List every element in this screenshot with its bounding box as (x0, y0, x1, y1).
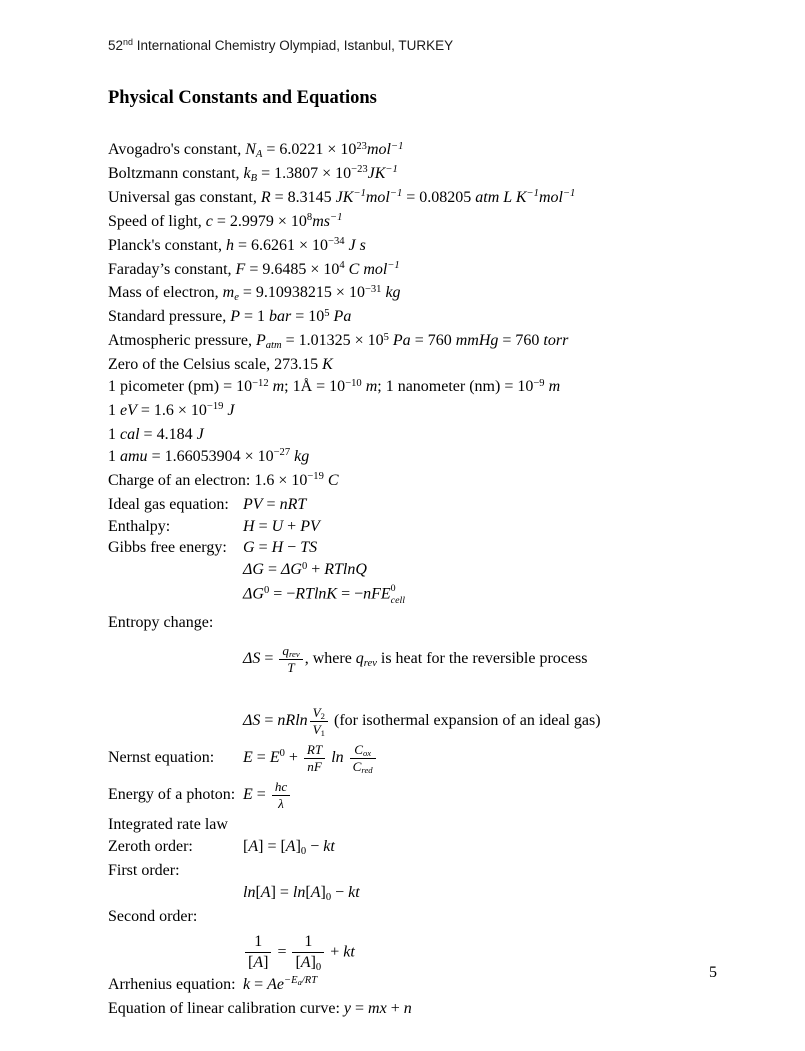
fraction: $\frac{1}{[A]}$ (245, 933, 271, 973)
equation: G = H − TS (243, 539, 318, 557)
label-integrated-rate-law: Integrated rate law (108, 816, 228, 834)
page-title: Physical Constants and Equations (108, 88, 377, 108)
constant-atmospheric-pressure: Atmospheric pressure, Patm = $1.01325 \times 10^5$ Pa = 760 mmHg = 760 torr (108, 331, 569, 352)
constant-standard-pressure: Standard pressure, P = 1 bar = $10^5$ Pa (108, 307, 352, 326)
equation: $E = E^0$ + $\frac{RT}{nF}$ ln $\frac{\text{Cox}}{\text{Cred}}$ (243, 741, 378, 776)
page-number: 5 (709, 964, 717, 981)
equation-zeroth-order (108, 836, 727, 860)
equation: PV = nRT (243, 495, 307, 513)
equation-nernst (108, 741, 727, 776)
fraction: $\frac{\text{Cox}}{\text{Cred}}$ (350, 742, 376, 775)
equation-gibbs (108, 537, 727, 559)
equation-entropy-isothermal: ΔS = nRln $\frac{V2}{V1}$ (for isothermal expansion of an ideal gas) (243, 704, 601, 739)
constant-electron-mass: Mass of electron, me = $9.10938215 \times 10^{-31}$ kg (108, 283, 401, 304)
equation-first-order: ln[A] = ln[A]0 − kt (243, 884, 360, 904)
equation-label: Arrhenius equation: (108, 975, 236, 993)
equation-label: Enthalpy: (108, 517, 171, 535)
label-first-order: First order: (108, 862, 180, 880)
constant-calorie: 1 cal = 4.184 J (108, 425, 204, 443)
constant-celsius-zero: Zero of the Celsius scale, 273.15 K (108, 356, 333, 374)
fraction: $\frac{hc}{\lambda}$ (272, 779, 290, 812)
equation-label: Gibbs free energy: (108, 539, 227, 557)
constant-amu: 1 amu = $1.66053904 \times 10^{-27}$ kg (108, 447, 310, 465)
constant-electron-charge: Charge of an electron: $1.6 \times 10^{-19}$ C (108, 471, 339, 489)
equation-label: Energy of a photon: (108, 785, 236, 803)
equation-label: Nernst equation: (108, 748, 215, 766)
constant-length-units: 1 picometer $(pm) = 10^{-12}$ m; 1Å = $10^{-10}$ m; 1 nanometer $(nm) = 10^{-9}$ m (108, 377, 561, 396)
constant-electronvolt: 1 eV = $1.6 \times 10^{-19}$ J (108, 401, 235, 419)
fraction: $\frac{V2}{V1}$ (310, 705, 328, 738)
content-body (108, 139, 727, 1020)
equation-label: Ideal gas equation: (108, 495, 229, 513)
fraction: $\frac{RT}{nF}$ (304, 742, 325, 775)
equation-label: Zeroth order: (108, 838, 193, 856)
equation-enthalpy (108, 516, 727, 538)
equation: $k = Ae^{-Ea/RT}$ (243, 975, 318, 993)
equation: [A] = [A]0 − kt (243, 838, 335, 858)
fraction: $\frac{1}{[A]0}$ (292, 933, 324, 973)
equation: H = U + PV (243, 517, 320, 535)
equation-entropy-qrev: ΔS = $\frac{\text{qrev}}{T}$ , where qrev is heat for the reversible process (243, 642, 588, 676)
constant-gas: Universal gas constant, R = 8.3145 $JK^{-1}mol^{-1} = 0.08205$ atm L $K^{-1}mol^{-1}$ (108, 188, 576, 206)
constant-faraday: Faraday’s constant, $F = 9.6485 \times 10^4$ C mol$^{-1}$ (108, 260, 400, 278)
label-entropy-change: Entropy change: (108, 613, 214, 631)
fraction: $\frac{\text{qrev}}{T}$ (279, 643, 302, 676)
constant-avogadro: Avogadro's constant, NA = $6.0221 \times 10^{23}mol^{-1}$ (108, 140, 404, 160)
constant-boltzmann: Boltzmann constant, kB = $1.3807 \times 10^{-23}JK^{-1}$ (108, 164, 398, 184)
equation-gibbs-k: $\Delta G^0 = -RTlnK = -nFE$ 0 cell (243, 583, 405, 607)
equation-photon-energy (108, 778, 727, 813)
sup-sub-stack: 0 cell (390, 583, 405, 607)
equation-arrhenius (108, 974, 727, 998)
equation-second-order: $\frac{1}{[A]}$ = $\frac{1}{[A]0}$ + kt (108, 932, 727, 974)
equation-linear-calibration: Equation of linear calibration curve: y = mx + n (108, 999, 412, 1017)
constant-planck: Planck's constant, $h = 6.6261 \times 10^{-34}$ J s (108, 236, 366, 254)
page-header: 52nd International Chemistry Olympiad, Istanbul, TURKEY (108, 37, 454, 53)
equation-ideal-gas (108, 494, 727, 516)
equation: E = $\frac{hc}{\lambda}$ (243, 778, 292, 813)
label-second-order: Second order: (108, 908, 198, 926)
equation-gibbs-q: $\Delta G = \Delta G^0 + RTlnQ$ (243, 560, 367, 579)
constant-speed-of-light: Speed of light, $c = 2.9979 \times 10^8ms^{-1}$ (108, 212, 343, 230)
